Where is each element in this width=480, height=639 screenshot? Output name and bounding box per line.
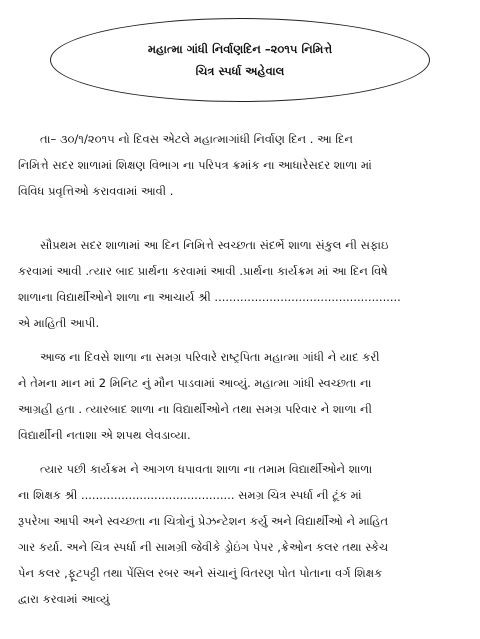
text-line: ના શિક્ષક શ્રી .......................................... સમગ્ર ચિત્ર સ્પર્ધા ની ટૂંક માં: [18, 488, 362, 502]
text-line: રૂપરેખા આપી અને સ્વચ્છતા ના ચિત્રોનું પ્રેઝન્ટેશન કર્યુ અને વિદ્યાર્થીઓ ને માહિત: [18, 514, 389, 528]
text-line: નિમિત્તે સદર શાળામાં શિક્ષણ વિભાગ ના પરિપત્ર ક્રમાંક ના આધારેસદર શાળા માં: [18, 158, 372, 172]
text-line: વિદ્યાર્થીની નતાશા એ શપથ લેવડાવ્યા.: [18, 428, 191, 442]
text-line: દ્વારા કરવામાં આવ્યું: [18, 592, 110, 606]
text-line: એ માહિતી આપી.: [18, 316, 100, 330]
text-line: આગ્રહી હતા . ત્યારબાદ શાળા ના વિદ્યાર્થીઓને તથા સમગ્ર પરિવાર ને શાળા ની: [18, 402, 372, 416]
title-line-2: ચિત્ર સ્પર્ધા અહેવાલ: [195, 64, 285, 78]
paragraph-3: [18, 344, 468, 448]
text-line: કરવામાં આવી .ત્યાર બાદ પ્રાર્થના કરવામાં આવી .પ્રાર્થના કાર્યક્રમ માં આ દિન વિષે: [18, 264, 388, 278]
paragraph-2: [18, 232, 468, 336]
text-line: ને તેમના માન માં 2 મિનિટ નું મૌન પાડવામાં આવ્યું. મહાત્મા ગાંધી સ્વચ્છતા ના: [18, 376, 372, 390]
title-line-1: મહાત્મા ગાંધી નિર્વાણદિન –૨૦૧૫ નિમિત્તે: [147, 42, 333, 56]
paragraph-1: [18, 126, 468, 204]
text-line: ત્યાર પછી કાર્યક્રમ ને આગળ ધપાવતા શાળા ના તમામ વિદ્યાર્થીઓને શાળા: [40, 462, 373, 476]
text-line: ગાર કર્યા. અને ચિત્ર સ્પર્ધા ની સામગ્રી જેવીકે ડ્રોઇંગ પેપર ,ક્રેઓન કલર તથા સ્કેચ: [18, 540, 389, 554]
title-oval: [50, 18, 430, 102]
text-line: પેન કલર ,ફૂટપટ્ટી તથા પેંસિલ રબર અને સંચાનું વિતરણ પોત પોતાના વર્ગ શિક્ષક: [18, 566, 383, 580]
text-line: તા– ૩૦/૧/૨૦૧૫ નો દિવસ એટલે મહાત્માગાંધી નિર્વાણ દિન . આ દિન: [40, 132, 353, 146]
text-line: સૌપ્રથમ સદર શાળામાં આ દિન નિમિત્તે સ્વચ્છતા સંદર્ભે શાળા સંકુલ ની સફાઇ: [40, 238, 389, 252]
text-line: આજ ના દિવસે શાળા ના સમગ્ર પરિવારે રાષ્ટ્રપિતા મહાત્મા ગાંધી ને યાદ કરી: [40, 350, 380, 364]
text-line: વિવિધ પ્રવૃત્તિઓ કરાવવામાં આવી .: [18, 184, 174, 198]
paragraph-4: [18, 456, 468, 612]
text-line: શાળાના વિદ્યાર્થીઓને શાળા ના આચાર્ય શ્રી ...................................................: [18, 290, 401, 304]
